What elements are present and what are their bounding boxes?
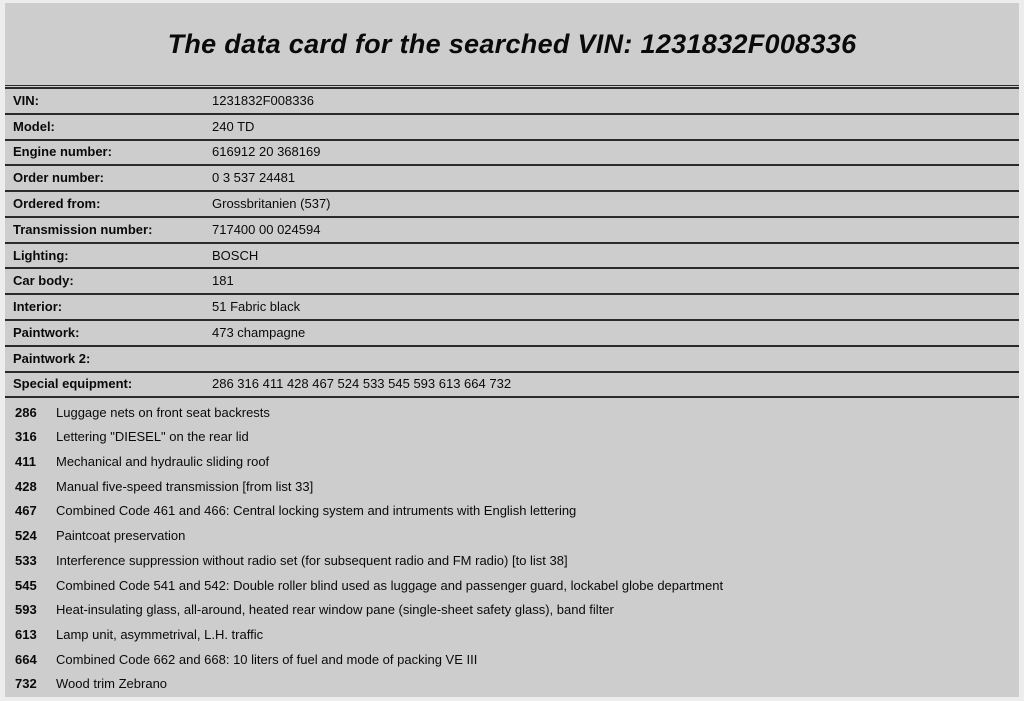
list-item [5, 573, 1019, 598]
field-label: Engine number: [13, 144, 112, 160]
field-value: 717400 00 024594 [212, 221, 321, 237]
vehicle-data-table [5, 87, 1019, 398]
equipment-description: Luggage nets on front seat backrests [56, 404, 270, 420]
equipment-code: 411 [15, 454, 36, 470]
equipment-description: Lamp unit, asymmetrival, L.H. traffic [56, 626, 264, 642]
field-value: 286 316 411 428 467 524 533 545 593 613 664 732 [212, 376, 512, 392]
table-row [5, 191, 1019, 217]
equipment-description: Paintcoat preservation [56, 528, 186, 544]
equipment-description: Heat-insulating glass, all-around, heated rear window pane (single-sheet safety glass), band filter [56, 602, 614, 618]
table-row [5, 346, 1019, 372]
field-label: Interior: [13, 299, 63, 315]
field-label: Order number: [13, 170, 105, 186]
field-value: 0 3 537 24481 [212, 170, 296, 186]
field-label: Car body: [13, 273, 74, 289]
equipment-code: 593 [15, 602, 37, 618]
equipment-code: 428 [15, 478, 37, 494]
list-item [5, 647, 1019, 672]
table-row [5, 320, 1019, 346]
list-item [5, 400, 1019, 425]
field-label: Paintwork 2: [13, 350, 91, 366]
field-label: Ordered from: [13, 196, 101, 212]
field-label: Special equipment: [13, 376, 133, 392]
equipment-code: 613 [15, 626, 37, 642]
equipment-codes-list [5, 398, 1019, 696]
list-item [5, 450, 1019, 475]
table-row [5, 372, 1019, 398]
vehicle-data-table-body [5, 88, 1019, 397]
equipment-code: 664 [15, 651, 37, 667]
field-value [204, 346, 1019, 372]
field-value: 181 [212, 273, 234, 289]
field-label: Transmission number: [13, 221, 153, 237]
table-row [5, 294, 1019, 320]
equipment-description: Combined Code 461 and 466: Central locking system and intruments with English lettering [56, 503, 577, 519]
field-value: 1231832F008336 [212, 92, 314, 108]
list-item [5, 672, 1019, 697]
list-item [5, 549, 1019, 574]
list-item [5, 598, 1019, 623]
field-label: Paintwork: [13, 324, 80, 340]
equipment-description: Manual five-speed transmission [from list 33] [56, 478, 314, 494]
table-row [5, 217, 1019, 243]
list-item [5, 524, 1019, 549]
equipment-code: 732 [15, 676, 37, 692]
list-item [5, 425, 1019, 450]
table-row [5, 88, 1019, 114]
equipment-code: 316 [15, 429, 37, 445]
field-value: BOSCH [212, 247, 259, 263]
field-value: 240 TD [212, 118, 255, 134]
field-label: Model: [13, 118, 55, 134]
table-row [5, 114, 1019, 140]
table-row [5, 268, 1019, 294]
list-item [5, 474, 1019, 499]
title-bar [5, 3, 1019, 86]
field-value: 473 champagne [212, 324, 306, 340]
equipment-description: Mechanical and hydraulic sliding roof [56, 454, 270, 470]
table-row [5, 140, 1019, 166]
field-value: 51 Fabric black [212, 299, 301, 315]
equipment-description: Combined Code 662 and 668: 10 liters of fuel and mode of packing VE III [56, 651, 478, 667]
table-row [5, 165, 1019, 191]
equipment-code: 545 [15, 577, 37, 593]
data-card-page [5, 3, 1019, 697]
equipment-description: Interference suppression without radio set (for subsequent radio and FM radio) [to list 38] [56, 552, 568, 568]
equipment-code: 467 [15, 503, 37, 519]
equipment-code: 533 [15, 552, 37, 568]
equipment-description: Wood trim Zebrano [56, 676, 168, 692]
field-value: 616912 20 368169 [212, 144, 321, 160]
list-item [5, 623, 1019, 648]
equipment-description: Combined Code 541 and 542: Double roller blind used as luggage and passenger guard, lockabel globe department [56, 577, 724, 593]
field-label: Lighting: [13, 247, 69, 263]
equipment-code: 524 [15, 528, 37, 544]
page-title: The data card for the searched VIN: 1231832F008336 [167, 28, 857, 59]
table-row [5, 243, 1019, 269]
equipment-description: Lettering "DIESEL" on the rear lid [56, 429, 249, 445]
list-item [5, 499, 1019, 524]
equipment-code: 286 [15, 404, 37, 420]
field-value: Grossbritanien (537) [212, 196, 331, 212]
field-label: VIN: [13, 92, 39, 108]
